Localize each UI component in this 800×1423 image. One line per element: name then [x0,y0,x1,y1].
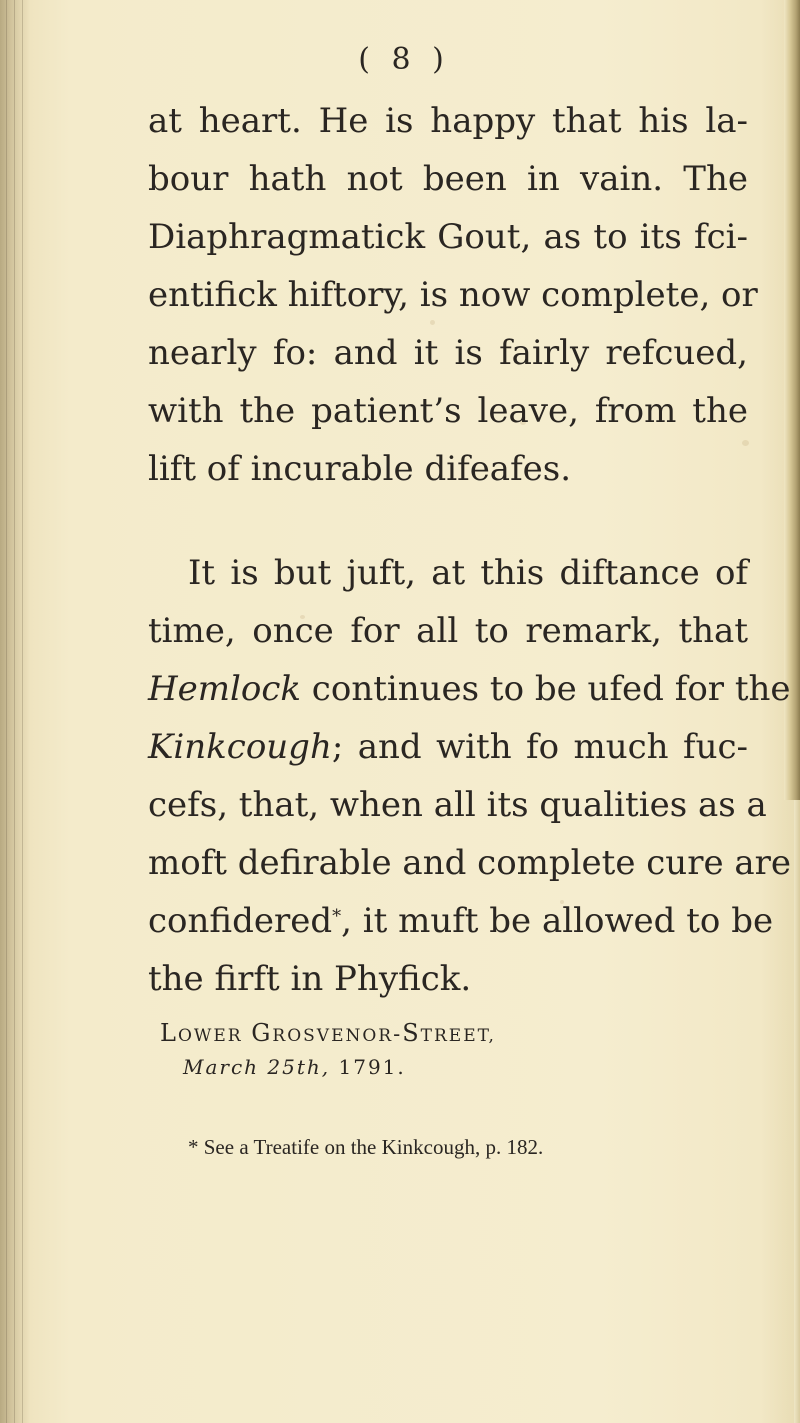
page-edge-right-lower [794,800,800,1423]
text-line [148,892,774,950]
text-line [148,660,791,718]
text-line: bour hath not been in vain. The [148,159,748,199]
date-year: 1791. [338,1055,406,1079]
text-line [148,718,748,776]
gutter-line [14,0,15,1423]
date-day: 25th, [267,1055,331,1079]
paragraph-gap [148,498,748,544]
binding-gutter [0,0,30,1423]
place-name: LOWER GROSVENOR-STREET, [160,1019,496,1047]
date-month: March [183,1055,260,1079]
line-rest: continues to be ufed for the [301,669,791,709]
text-line: cefs, that, when all its qualities as a [148,785,767,825]
text-line: with the patient’s leave, from the [148,391,748,431]
line-start: confidered [148,901,333,941]
text-line: Diaphragmatick Gout, as to its fci- [148,217,748,257]
gutter-line [22,0,23,1423]
text-line: moft defirable and complete cure are [148,843,792,883]
footnote-marker: * [332,906,342,927]
text-line: nearly fo: and it is fairly refcued, [148,333,748,373]
text-line: time, once for all to remark, that [148,611,748,651]
text-line: at heart. He is happy that his la- [148,101,748,141]
text-line: It is but juft, at this diftance of [188,553,748,593]
italic-term-hemlock: Hemlock [148,669,301,709]
page-number: ( 8 ) [358,42,450,77]
body-text [148,92,792,1008]
line-rest: , it muft be allowed to be [341,901,774,941]
line-rest: ; and with fo much fuc- [331,727,748,767]
footnote: * See a Treatife on the Kinkcough, p. 182. [188,1135,544,1159]
text-line: the firft in Phyfick. [148,959,472,999]
text-line: lift of incurable difeafes. [148,449,572,489]
text-line: entifick hiftory, is now complete, or [148,275,758,315]
italic-term-kinkcough: Kinkcough [148,727,332,767]
signature-place [160,1019,496,1047]
gutter-line [6,0,7,1423]
signature-date [183,1055,406,1079]
